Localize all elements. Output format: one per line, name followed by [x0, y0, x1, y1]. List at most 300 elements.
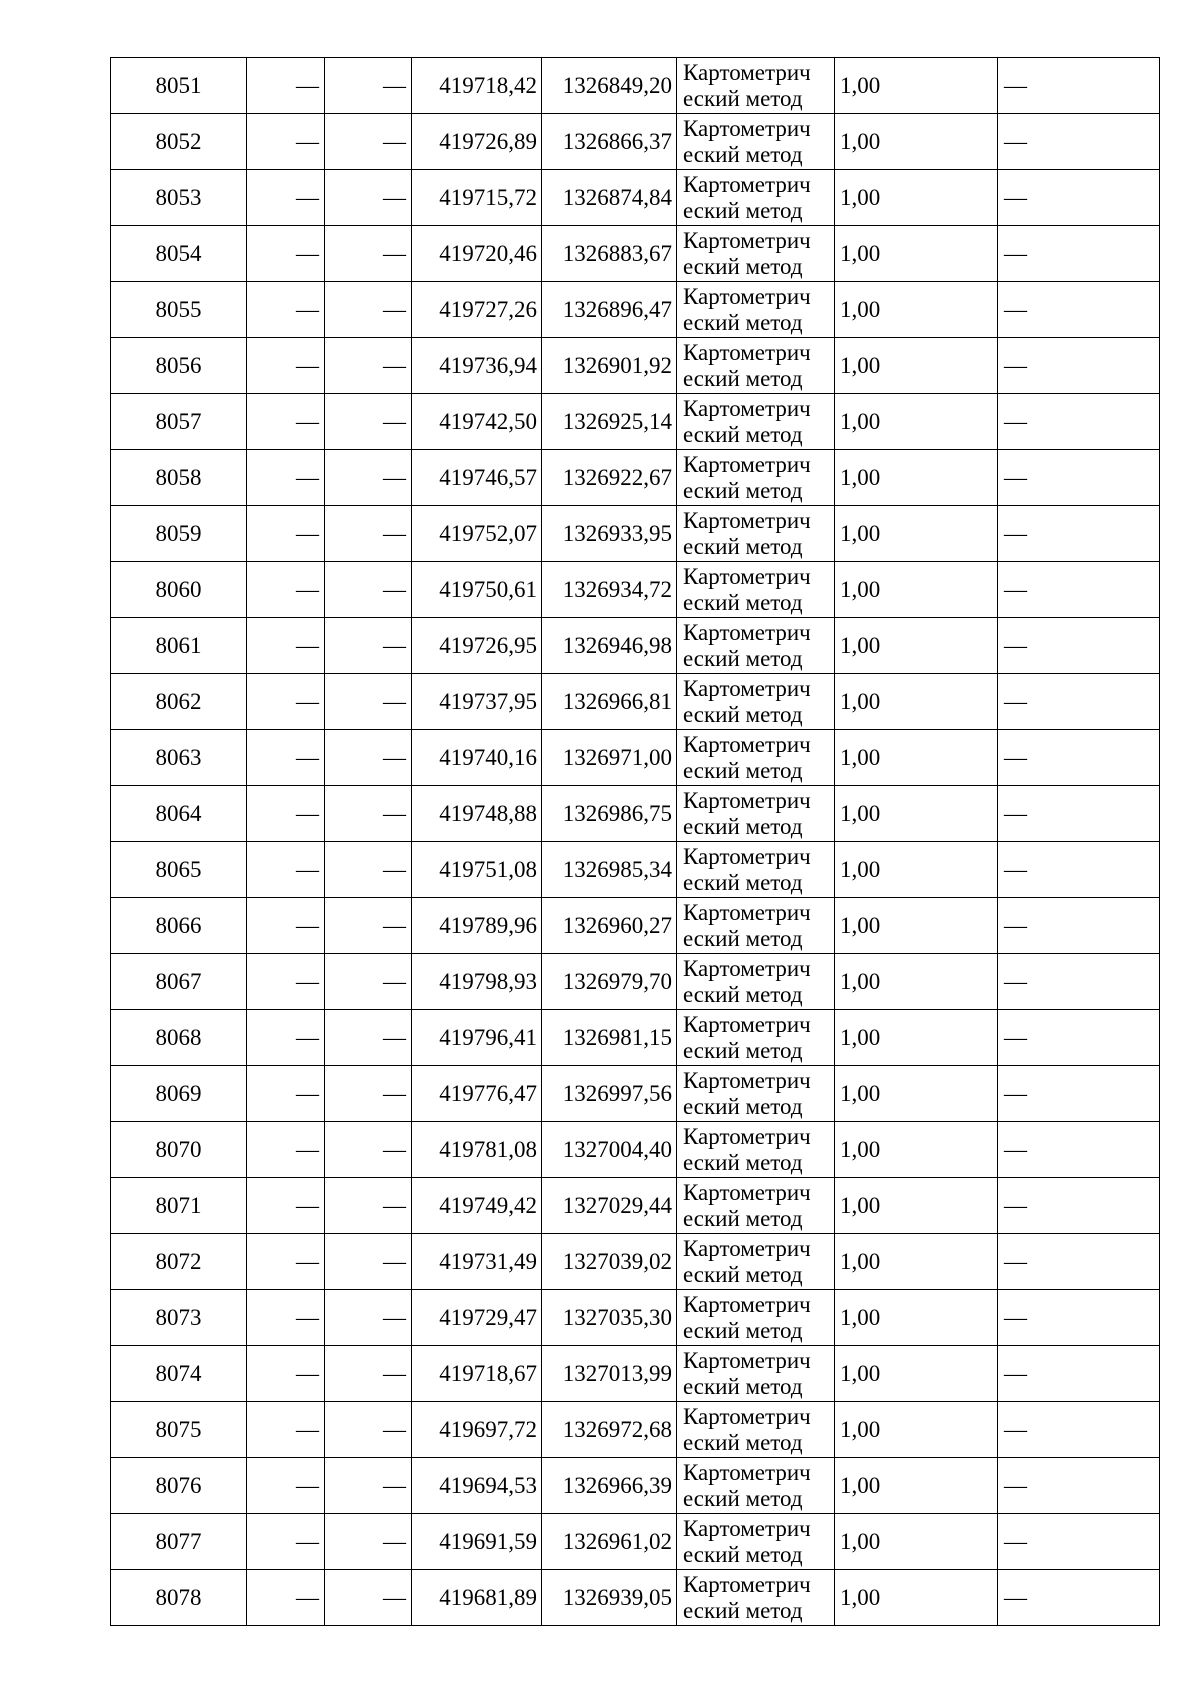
cell-accuracy: 1,00: [835, 1290, 998, 1346]
cell-col2: —: [247, 1570, 325, 1626]
cell-col2: —: [247, 506, 325, 562]
cell-coordinate-y: 1326934,72: [542, 562, 677, 618]
cell-note: —: [998, 1122, 1160, 1178]
cell-method: [677, 1458, 835, 1514]
table-row: [111, 842, 1160, 898]
cell-note: —: [998, 842, 1160, 898]
cell-coordinate-y: 1326972,68: [542, 1402, 677, 1458]
cell-accuracy: 1,00: [835, 1178, 998, 1234]
cell-coordinate-y: 1326901,92: [542, 338, 677, 394]
method-line-1: Картометрич: [683, 1235, 811, 1261]
cell-accuracy: 1,00: [835, 898, 998, 954]
cell-coordinate-y: 1326961,02: [542, 1514, 677, 1570]
cell-method: [677, 282, 835, 338]
table-row: [111, 282, 1160, 338]
cell-col2: —: [247, 1458, 325, 1514]
cell-coordinate-x: 419727,26: [412, 282, 542, 338]
cell-accuracy: 1,00: [835, 1122, 998, 1178]
cell-note: —: [998, 1234, 1160, 1290]
table-row: [111, 58, 1160, 114]
table-row: [111, 1178, 1160, 1234]
method-line-1: Картометрич: [683, 59, 811, 85]
cell-method: [677, 58, 835, 114]
cell-method: [677, 618, 835, 674]
cell-note: —: [998, 1066, 1160, 1122]
cell-col3: —: [325, 1346, 412, 1402]
cell-point-number: 8064: [111, 786, 247, 842]
cell-coordinate-y: 1326981,15: [542, 1010, 677, 1066]
cell-coordinate-x: 419789,96: [412, 898, 542, 954]
cell-accuracy: 1,00: [835, 674, 998, 730]
cell-accuracy: 1,00: [835, 58, 998, 114]
method-line-2: еский метод: [683, 1373, 803, 1399]
cell-col2: —: [247, 170, 325, 226]
cell-note: —: [998, 450, 1160, 506]
table-row: [111, 1346, 1160, 1402]
cell-method: [677, 1178, 835, 1234]
cell-note: —: [998, 1514, 1160, 1570]
cell-point-number: 8063: [111, 730, 247, 786]
cell-accuracy: 1,00: [835, 1234, 998, 1290]
cell-col2: —: [247, 1122, 325, 1178]
cell-accuracy: 1,00: [835, 1402, 998, 1458]
cell-point-number: 8075: [111, 1402, 247, 1458]
table-body: [111, 58, 1160, 1626]
cell-method: [677, 786, 835, 842]
method-line-2: еский метод: [683, 1485, 803, 1511]
cell-method: [677, 1514, 835, 1570]
cell-coordinate-y: 1326933,95: [542, 506, 677, 562]
cell-coordinate-y: 1326971,00: [542, 730, 677, 786]
cell-accuracy: 1,00: [835, 954, 998, 1010]
cell-method: [677, 338, 835, 394]
method-line-1: Картометрич: [683, 899, 811, 925]
cell-coordinate-x: 419749,42: [412, 1178, 542, 1234]
cell-col3: —: [325, 170, 412, 226]
cell-col3: —: [325, 1458, 412, 1514]
cell-point-number: 8062: [111, 674, 247, 730]
cell-col2: —: [247, 674, 325, 730]
cell-coordinate-x: 419697,72: [412, 1402, 542, 1458]
table-row: [111, 1010, 1160, 1066]
cell-coordinate-x: 419736,94: [412, 338, 542, 394]
table-row: [111, 786, 1160, 842]
cell-note: —: [998, 282, 1160, 338]
method-line-1: Картометрич: [683, 283, 811, 309]
cell-col2: —: [247, 562, 325, 618]
cell-point-number: 8069: [111, 1066, 247, 1122]
cell-coordinate-x: 419726,89: [412, 114, 542, 170]
method-line-2: еский метод: [683, 309, 803, 335]
method-line-1: Картометрич: [683, 1011, 811, 1037]
cell-coordinate-x: 419798,93: [412, 954, 542, 1010]
cell-method: [677, 1570, 835, 1626]
cell-method: [677, 730, 835, 786]
cell-point-number: 8056: [111, 338, 247, 394]
cell-point-number: 8051: [111, 58, 247, 114]
cell-accuracy: 1,00: [835, 450, 998, 506]
cell-col2: —: [247, 450, 325, 506]
cell-method: [677, 1234, 835, 1290]
cell-col2: —: [247, 1234, 325, 1290]
method-line-1: Картометрич: [683, 955, 811, 981]
cell-coordinate-x: 419742,50: [412, 394, 542, 450]
cell-method: [677, 450, 835, 506]
method-line-1: Картометрич: [683, 171, 811, 197]
table-row: [111, 394, 1160, 450]
method-line-1: Картометрич: [683, 1067, 811, 1093]
cell-col3: —: [325, 1122, 412, 1178]
cell-note: —: [998, 58, 1160, 114]
method-line-2: еский метод: [683, 757, 803, 783]
cell-coordinate-x: 419746,57: [412, 450, 542, 506]
cell-accuracy: 1,00: [835, 338, 998, 394]
cell-coordinate-y: 1326966,81: [542, 674, 677, 730]
cell-method: [677, 170, 835, 226]
method-line-2: еский метод: [683, 981, 803, 1007]
cell-col3: —: [325, 226, 412, 282]
cell-coordinate-x: 419718,42: [412, 58, 542, 114]
cell-coordinate-y: 1327039,02: [542, 1234, 677, 1290]
cell-col3: —: [325, 674, 412, 730]
cell-coordinate-y: 1326896,47: [542, 282, 677, 338]
cell-col3: —: [325, 562, 412, 618]
cell-point-number: 8060: [111, 562, 247, 618]
cell-accuracy: 1,00: [835, 730, 998, 786]
table-row: [111, 506, 1160, 562]
method-line-2: еский метод: [683, 1541, 803, 1567]
cell-col2: —: [247, 1066, 325, 1122]
cell-col3: —: [325, 954, 412, 1010]
cell-accuracy: 1,00: [835, 282, 998, 338]
cell-method: [677, 1290, 835, 1346]
cell-note: —: [998, 1402, 1160, 1458]
method-line-1: Картометрич: [683, 787, 811, 813]
cell-point-number: 8072: [111, 1234, 247, 1290]
cell-col3: —: [325, 1514, 412, 1570]
cell-col3: —: [325, 394, 412, 450]
method-line-1: Картометрич: [683, 1403, 811, 1429]
method-line-2: еский метод: [683, 925, 803, 951]
method-line-2: еский метод: [683, 141, 803, 167]
method-line-2: еский метод: [683, 813, 803, 839]
cell-coordinate-y: 1326946,98: [542, 618, 677, 674]
cell-note: —: [998, 1290, 1160, 1346]
table-row: [111, 1402, 1160, 1458]
cell-accuracy: 1,00: [835, 1458, 998, 1514]
cell-method: [677, 1010, 835, 1066]
cell-method: [677, 562, 835, 618]
cell-col3: —: [325, 786, 412, 842]
cell-point-number: 8077: [111, 1514, 247, 1570]
cell-col2: —: [247, 1346, 325, 1402]
method-line-1: Картометрич: [683, 1123, 811, 1149]
cell-col2: —: [247, 1402, 325, 1458]
method-line-1: Картометрич: [683, 1459, 811, 1485]
method-line-1: Картометрич: [683, 1347, 811, 1373]
cell-note: —: [998, 1010, 1160, 1066]
cell-coordinate-x: 419718,67: [412, 1346, 542, 1402]
cell-accuracy: 1,00: [835, 618, 998, 674]
cell-point-number: 8061: [111, 618, 247, 674]
cell-accuracy: 1,00: [835, 1010, 998, 1066]
cell-note: —: [998, 674, 1160, 730]
cell-col2: —: [247, 338, 325, 394]
method-line-2: еский метод: [683, 533, 803, 559]
cell-coordinate-x: 419752,07: [412, 506, 542, 562]
cell-col3: —: [325, 842, 412, 898]
cell-coordinate-y: 1327035,30: [542, 1290, 677, 1346]
cell-coordinate-x: 419681,89: [412, 1570, 542, 1626]
method-line-2: еский метод: [683, 869, 803, 895]
cell-method: [677, 394, 835, 450]
method-line-2: еский метод: [683, 589, 803, 615]
cell-note: —: [998, 1458, 1160, 1514]
cell-col3: —: [325, 1066, 412, 1122]
cell-col3: —: [325, 1010, 412, 1066]
table-row: [111, 1458, 1160, 1514]
table-row: [111, 450, 1160, 506]
method-line-1: Картометрич: [683, 227, 811, 253]
table-row: [111, 1234, 1160, 1290]
method-line-1: Картометрич: [683, 507, 811, 533]
cell-accuracy: 1,00: [835, 786, 998, 842]
cell-method: [677, 1402, 835, 1458]
method-line-2: еский метод: [683, 1149, 803, 1175]
cell-col3: —: [325, 450, 412, 506]
table-row: [111, 954, 1160, 1010]
cell-point-number: 8055: [111, 282, 247, 338]
method-line-2: еский метод: [683, 1597, 803, 1623]
cell-coordinate-x: 419751,08: [412, 842, 542, 898]
cell-accuracy: 1,00: [835, 1066, 998, 1122]
cell-coordinate-y: 1326986,75: [542, 786, 677, 842]
cell-coordinate-x: 419748,88: [412, 786, 542, 842]
cell-col2: —: [247, 114, 325, 170]
table-row: [111, 338, 1160, 394]
cell-coordinate-y: 1327004,40: [542, 1122, 677, 1178]
method-line-2: еский метод: [683, 1037, 803, 1063]
cell-col2: —: [247, 618, 325, 674]
cell-coordinate-x: 419715,72: [412, 170, 542, 226]
cell-point-number: 8078: [111, 1570, 247, 1626]
cell-coordinate-x: 419691,59: [412, 1514, 542, 1570]
cell-col2: —: [247, 786, 325, 842]
cell-coordinate-x: 419750,61: [412, 562, 542, 618]
cell-col3: —: [325, 618, 412, 674]
cell-note: —: [998, 226, 1160, 282]
cell-col2: —: [247, 282, 325, 338]
cell-point-number: 8052: [111, 114, 247, 170]
cell-coordinate-y: 1326925,14: [542, 394, 677, 450]
cell-coordinate-y: 1326874,84: [542, 170, 677, 226]
table-row: [111, 674, 1160, 730]
cell-note: —: [998, 954, 1160, 1010]
cell-coordinate-y: 1326883,67: [542, 226, 677, 282]
cell-accuracy: 1,00: [835, 506, 998, 562]
method-line-1: Картометрич: [683, 731, 811, 757]
table-row: [111, 114, 1160, 170]
cell-col3: —: [325, 282, 412, 338]
table-row: [111, 730, 1160, 786]
cell-coordinate-x: 419781,08: [412, 1122, 542, 1178]
method-line-2: еский метод: [683, 1317, 803, 1343]
cell-col2: —: [247, 1514, 325, 1570]
table-row: [111, 226, 1160, 282]
cell-coordinate-x: 419694,53: [412, 1458, 542, 1514]
cell-col2: —: [247, 1290, 325, 1346]
coordinates-table: [110, 57, 1160, 1626]
cell-coordinate-y: 1326922,67: [542, 450, 677, 506]
cell-point-number: 8073: [111, 1290, 247, 1346]
cell-col2: —: [247, 1178, 325, 1234]
cell-col2: —: [247, 1010, 325, 1066]
cell-point-number: 8068: [111, 1010, 247, 1066]
cell-method: [677, 898, 835, 954]
cell-accuracy: 1,00: [835, 842, 998, 898]
cell-coordinate-x: 419731,49: [412, 1234, 542, 1290]
cell-method: [677, 674, 835, 730]
cell-col3: —: [325, 898, 412, 954]
cell-col3: —: [325, 114, 412, 170]
cell-col3: —: [325, 58, 412, 114]
method-line-2: еский метод: [683, 85, 803, 111]
method-line-1: Картометрич: [683, 1571, 811, 1597]
cell-coordinate-y: 1326985,34: [542, 842, 677, 898]
cell-method: [677, 1122, 835, 1178]
table-row: [111, 898, 1160, 954]
cell-coordinate-y: 1326979,70: [542, 954, 677, 1010]
cell-coordinate-x: 419726,95: [412, 618, 542, 674]
method-line-1: Картометрич: [683, 843, 811, 869]
cell-accuracy: 1,00: [835, 1570, 998, 1626]
method-line-2: еский метод: [683, 1261, 803, 1287]
method-line-2: еский метод: [683, 197, 803, 223]
cell-coordinate-y: 1327029,44: [542, 1178, 677, 1234]
cell-col3: —: [325, 506, 412, 562]
cell-note: —: [998, 898, 1160, 954]
cell-point-number: 8066: [111, 898, 247, 954]
cell-note: —: [998, 1346, 1160, 1402]
cell-col3: —: [325, 1234, 412, 1290]
cell-note: —: [998, 730, 1160, 786]
table-row: [111, 1570, 1160, 1626]
cell-method: [677, 226, 835, 282]
cell-point-number: 8058: [111, 450, 247, 506]
table-row: [111, 1290, 1160, 1346]
cell-accuracy: 1,00: [835, 562, 998, 618]
cell-note: —: [998, 394, 1160, 450]
table-row: [111, 562, 1160, 618]
cell-point-number: 8074: [111, 1346, 247, 1402]
method-line-2: еский метод: [683, 477, 803, 503]
cell-note: —: [998, 1570, 1160, 1626]
cell-coordinate-y: 1326939,05: [542, 1570, 677, 1626]
method-line-1: Картометрич: [683, 619, 811, 645]
cell-coordinate-x: 419720,46: [412, 226, 542, 282]
cell-method: [677, 114, 835, 170]
method-line-1: Картометрич: [683, 451, 811, 477]
method-line-1: Картометрич: [683, 1179, 811, 1205]
method-line-2: еский метод: [683, 421, 803, 447]
cell-accuracy: 1,00: [835, 394, 998, 450]
cell-accuracy: 1,00: [835, 170, 998, 226]
cell-note: —: [998, 562, 1160, 618]
cell-col3: —: [325, 1402, 412, 1458]
table-row: [111, 1122, 1160, 1178]
cell-col2: —: [247, 226, 325, 282]
cell-coordinate-y: 1326960,27: [542, 898, 677, 954]
cell-col2: —: [247, 394, 325, 450]
cell-col3: —: [325, 730, 412, 786]
cell-method: [677, 1346, 835, 1402]
cell-note: —: [998, 114, 1160, 170]
cell-point-number: 8057: [111, 394, 247, 450]
cell-coordinate-y: 1327013,99: [542, 1346, 677, 1402]
cell-col2: —: [247, 842, 325, 898]
cell-col3: —: [325, 338, 412, 394]
cell-point-number: 8076: [111, 1458, 247, 1514]
method-line-2: еский метод: [683, 1205, 803, 1231]
cell-coordinate-x: 419776,47: [412, 1066, 542, 1122]
cell-method: [677, 506, 835, 562]
cell-coordinate-x: 419796,41: [412, 1010, 542, 1066]
cell-col2: —: [247, 58, 325, 114]
method-line-2: еский метод: [683, 645, 803, 671]
cell-note: —: [998, 786, 1160, 842]
cell-accuracy: 1,00: [835, 114, 998, 170]
method-line-1: Картометрич: [683, 395, 811, 421]
cell-coordinate-y: 1326849,20: [542, 58, 677, 114]
cell-point-number: 8053: [111, 170, 247, 226]
cell-method: [677, 1066, 835, 1122]
cell-coordinate-y: 1326866,37: [542, 114, 677, 170]
cell-note: —: [998, 170, 1160, 226]
method-line-2: еский метод: [683, 1093, 803, 1119]
cell-col2: —: [247, 954, 325, 1010]
method-line-1: Картометрич: [683, 339, 811, 365]
method-line-1: Картометрич: [683, 1291, 811, 1317]
table-row: [111, 170, 1160, 226]
method-line-1: Картометрич: [683, 1515, 811, 1541]
cell-coordinate-y: 1326966,39: [542, 1458, 677, 1514]
cell-method: [677, 842, 835, 898]
cell-point-number: 8067: [111, 954, 247, 1010]
cell-note: —: [998, 338, 1160, 394]
table-row: [111, 618, 1160, 674]
cell-accuracy: 1,00: [835, 226, 998, 282]
cell-point-number: 8071: [111, 1178, 247, 1234]
cell-point-number: 8059: [111, 506, 247, 562]
method-line-2: еский метод: [683, 365, 803, 391]
cell-coordinate-x: 419729,47: [412, 1290, 542, 1346]
method-line-2: еский метод: [683, 253, 803, 279]
cell-note: —: [998, 618, 1160, 674]
cell-coordinate-y: 1326997,56: [542, 1066, 677, 1122]
cell-note: —: [998, 1178, 1160, 1234]
cell-coordinate-x: 419740,16: [412, 730, 542, 786]
cell-note: —: [998, 506, 1160, 562]
cell-point-number: 8070: [111, 1122, 247, 1178]
method-line-1: Картометрич: [683, 563, 811, 589]
cell-coordinate-x: 419737,95: [412, 674, 542, 730]
table-row: [111, 1514, 1160, 1570]
cell-col3: —: [325, 1570, 412, 1626]
cell-method: [677, 954, 835, 1010]
cell-accuracy: 1,00: [835, 1514, 998, 1570]
cell-col2: —: [247, 730, 325, 786]
cell-col3: —: [325, 1178, 412, 1234]
